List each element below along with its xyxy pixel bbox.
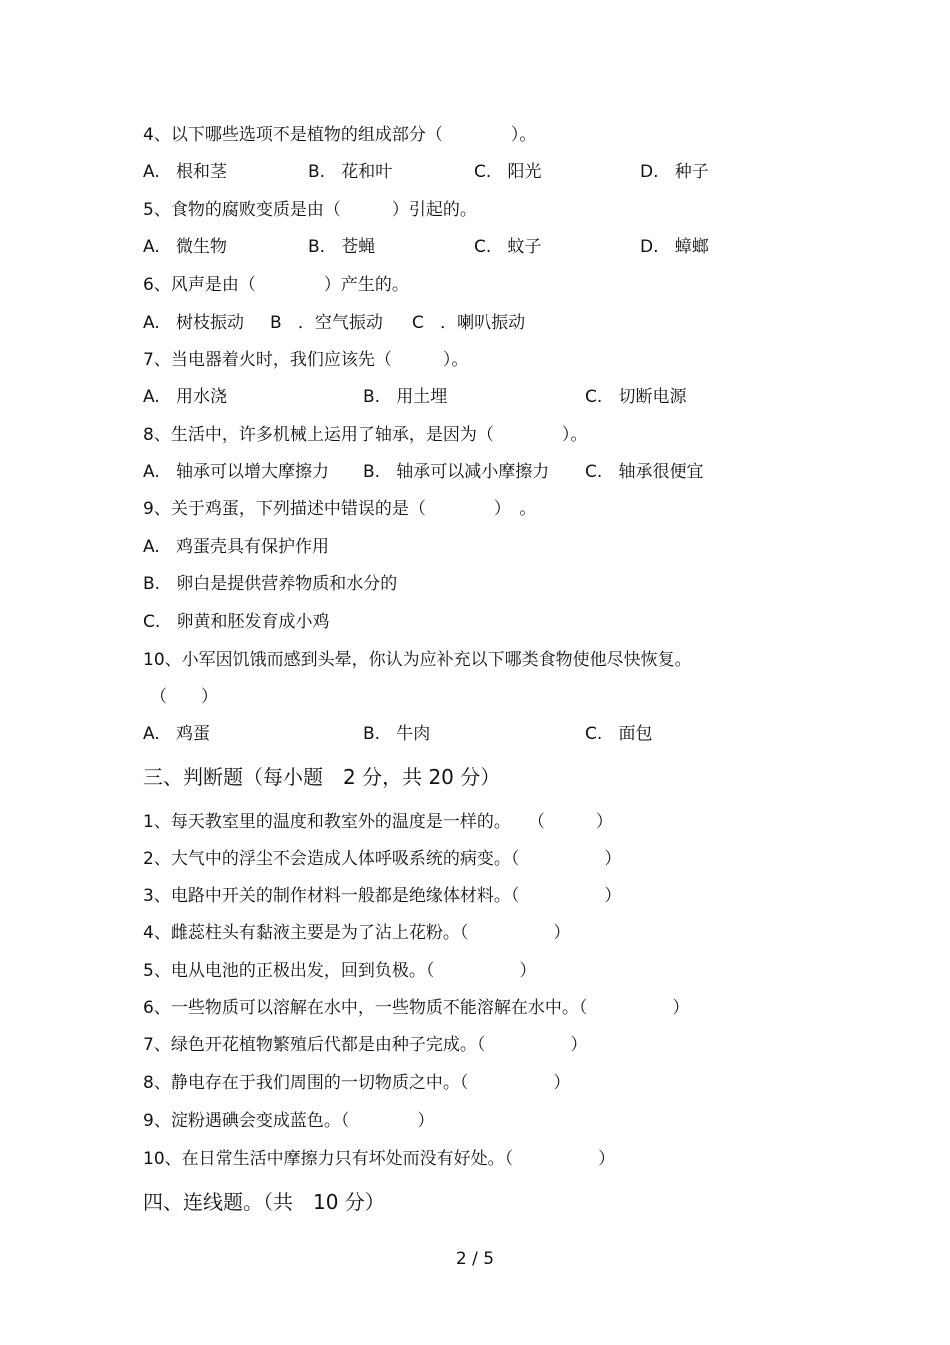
- judge-item: 7、绿色开花植物繁殖后代都是由种子完成。（ ）: [143, 1035, 588, 1055]
- q10-option-c: C. 面包: [585, 724, 653, 744]
- q4-option-b: B. 花和叶: [308, 162, 393, 182]
- q5-option-b: B. 苍蝇: [308, 237, 376, 257]
- question-10-blank: （ ）: [150, 687, 218, 707]
- q4-option-c: C. 阳光: [474, 162, 542, 182]
- question-10: 10、小军因饥饿而感到头晕，你认为应补充以下哪类食物使他尽快恢复。: [143, 650, 692, 670]
- q4-option-d: D. 种子: [640, 162, 709, 182]
- q9-option-c: C. 卵黄和胚发育成小鸡: [143, 612, 330, 632]
- q7-option-c: C. 切断电源: [585, 387, 687, 407]
- q6-option-a: A. 树枝振动: [143, 313, 244, 333]
- judge-item: 3、电路中开关的制作材料一般都是绝缘体材料。（ ）: [143, 886, 622, 906]
- question-6: 6、风声是由（ ）产生的。: [143, 275, 409, 295]
- question-9: 9、关于鸡蛋，下列描述中错误的是（ ） 。: [143, 499, 537, 519]
- judge-item: 5、电从电池的正极出发，回到负极。（ ）: [143, 961, 537, 981]
- q9-option-b: B. 卵白是提供营养物质和水分的: [143, 574, 398, 594]
- q5-option-a: A. 微生物: [143, 237, 227, 257]
- judge-item: 10、在日常生活中摩擦力只有坏处而没有好处。（ ）: [143, 1149, 616, 1169]
- q10-option-a: A. 鸡蛋: [143, 724, 210, 744]
- page-number: 2 / 5: [455, 1249, 495, 1269]
- section-4-title: 四、连线题。（共 10 分）: [143, 1190, 385, 1214]
- judge-item: 9、淀粉遇碘会变成蓝色。（ ）: [143, 1111, 435, 1131]
- q6-option-c: C ．喇叭振动: [412, 313, 526, 333]
- question-7: 7、当电器着火时，我们应该先（ ）。: [143, 350, 469, 370]
- q8-option-b: B. 轴承可以减小摩擦力: [363, 462, 550, 482]
- judge-item: 4、雌蕊柱头有黏液主要是为了沾上花粉。（ ）: [143, 923, 571, 943]
- q8-option-c: C. 轴承很便宜: [585, 462, 704, 482]
- judge-item: 6、一些物质可以溶解在水中，一些物质不能溶解在水中。（ ）: [143, 998, 690, 1018]
- q9-option-a: A. 鸡蛋壳具有保护作用: [143, 537, 329, 557]
- q10-option-b: B. 牛肉: [363, 724, 431, 744]
- judge-item: 2、大气中的浮尘不会造成人体呼吸系统的病变。（ ）: [143, 849, 622, 869]
- q5-option-c: C. 蚊子: [474, 237, 542, 257]
- q4-option-a: A. 根和茎: [143, 162, 227, 182]
- q7-option-b: B. 用土埋: [363, 387, 448, 407]
- question-4: 4、以下哪些选项不是植物的组成部分（ ）。: [143, 125, 537, 145]
- question-8: 8、生活中，许多机械上运用了轴承，是因为（ ）。: [143, 425, 588, 445]
- judge-item: 8、静电存在于我们周围的一切物质之中。（ ）: [143, 1073, 571, 1093]
- section-3-title: 三、判断题（每小题 2 分，共 20 分）: [143, 765, 501, 789]
- q7-option-a: A. 用水浇: [143, 387, 227, 407]
- q5-option-d: D. 蟑螂: [640, 237, 709, 257]
- question-5: 5、食物的腐败变质是由（ ）引起的。: [143, 200, 477, 220]
- q6-option-b: B ．空气振动: [270, 313, 383, 333]
- judge-item: 1、每天教室里的温度和教室外的温度是一样的。 （ ）: [143, 812, 613, 832]
- q8-option-a: A. 轴承可以增大摩擦力: [143, 462, 329, 482]
